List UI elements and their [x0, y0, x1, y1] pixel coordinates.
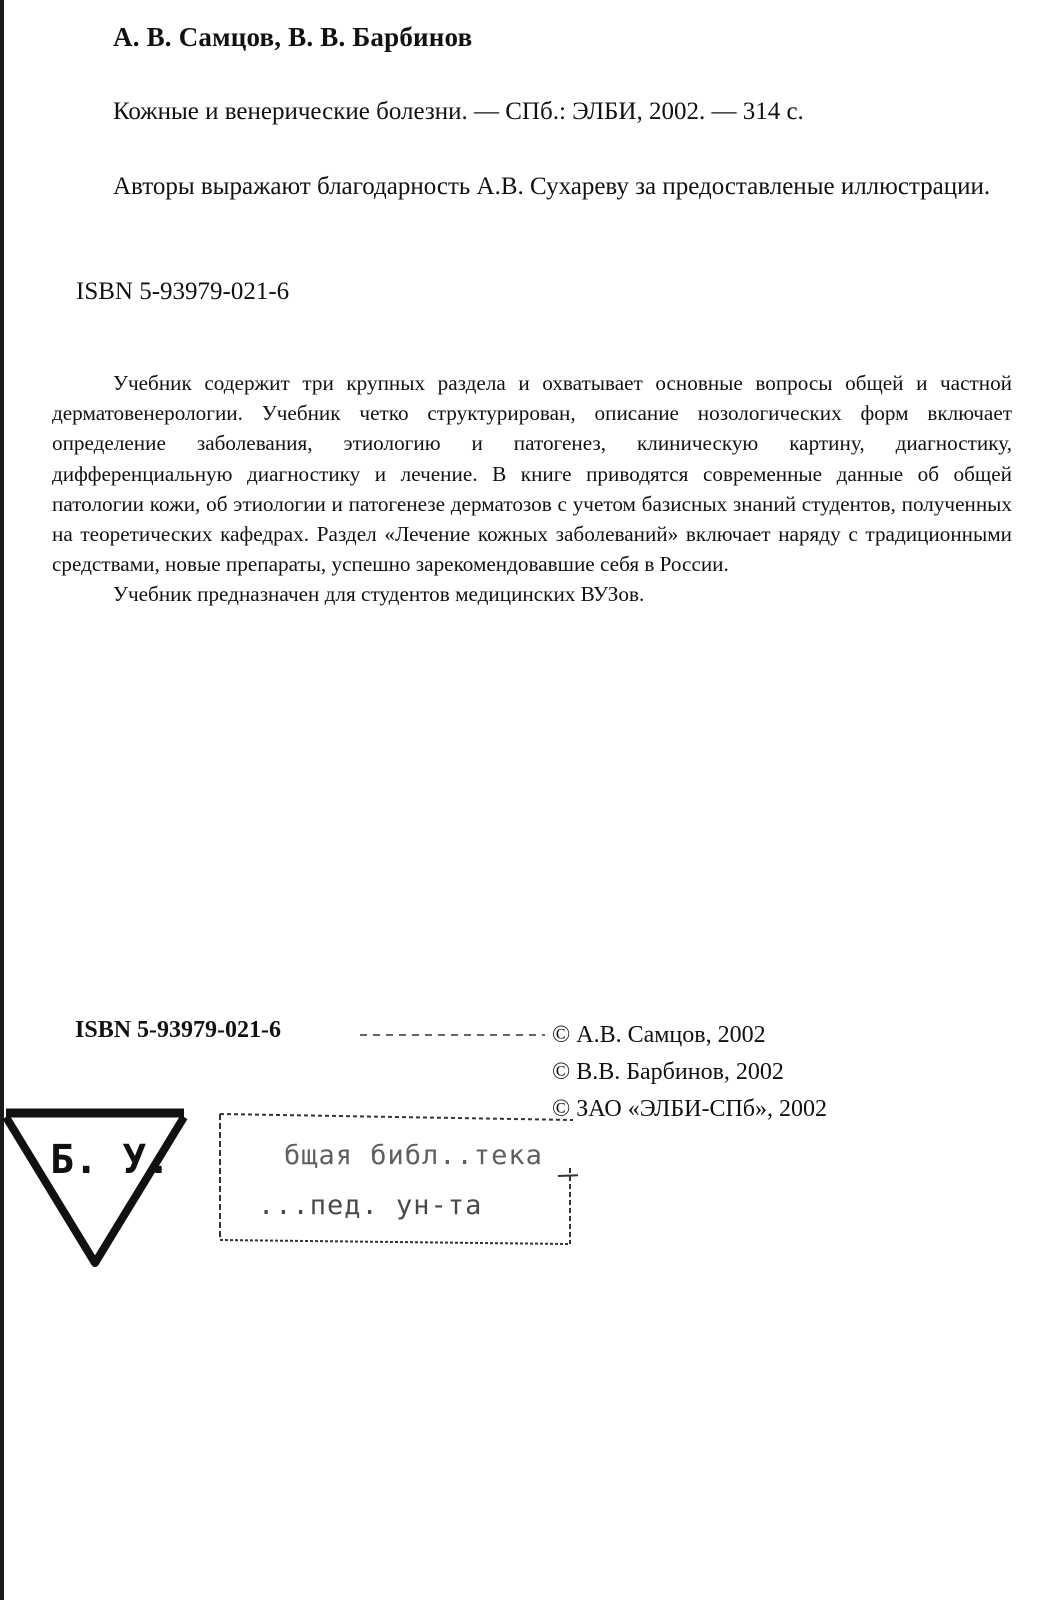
isbn-top: ISBN 5-93979-021-6 [76, 278, 290, 305]
copyright-line: © ЗАО «ЭЛБИ-СПб», 2002 [552, 1096, 827, 1122]
annotation-paragraph: Учебник предназначен для студентов медицинских ВУЗов. [113, 582, 645, 607]
copyright-line: © В.В. Барбинов, 2002 [552, 1059, 784, 1085]
library-stamp-triangle [0, 1095, 190, 1275]
isbn-bottom: ISBN 5-93979-021-6 [75, 1017, 282, 1043]
copyright-block [552, 1017, 827, 1128]
stamp-triangle-text: Б. У. [50, 1137, 171, 1183]
acknowledgement: Авторы выражают благодарность А.В. Сухареву за предоставленые иллюстрации. [113, 173, 991, 200]
page-left-border [0, 0, 4, 1600]
annotation [52, 368, 1012, 610]
bibliographic-record: Кожные и венерические болезни. — СПб.: ЭЛБИ, 2002. — 314 с. [113, 98, 804, 125]
stamp-text-line2: ...пед. ун-та [258, 1190, 483, 1221]
authors: А. В. Самцов, В. В. Барбинов [113, 22, 473, 52]
annotation-paragraph: Учебник содержит три крупных раздела и охватывает основные вопросы общей и частной дерматовенерологии. Учебник четко структурирован, описание нозологических форм включает определение заболевания, этиологию и патогенез, клиническую картину, диагностику, дифференциальную диагностику и лечение. В книге приводятся современные данные об общей патологии кожи, об этиологии и патогенезе дерматозов с учетом базисных знаний студентов, полученных на теоретических кафедрах. Раздел «Лечение кожных заболеваний» включает наряду с традиционными средствами, новые препараты, успешно зарекомендовавшие себя в России. [52, 371, 1012, 577]
stamp-text-line1: бщая библ..тека [284, 1140, 543, 1171]
copyright-line: © А.В. Самцов, 2002 [552, 1022, 766, 1048]
dashed-line [360, 1033, 545, 1037]
library-stamp-box [218, 1108, 578, 1246]
